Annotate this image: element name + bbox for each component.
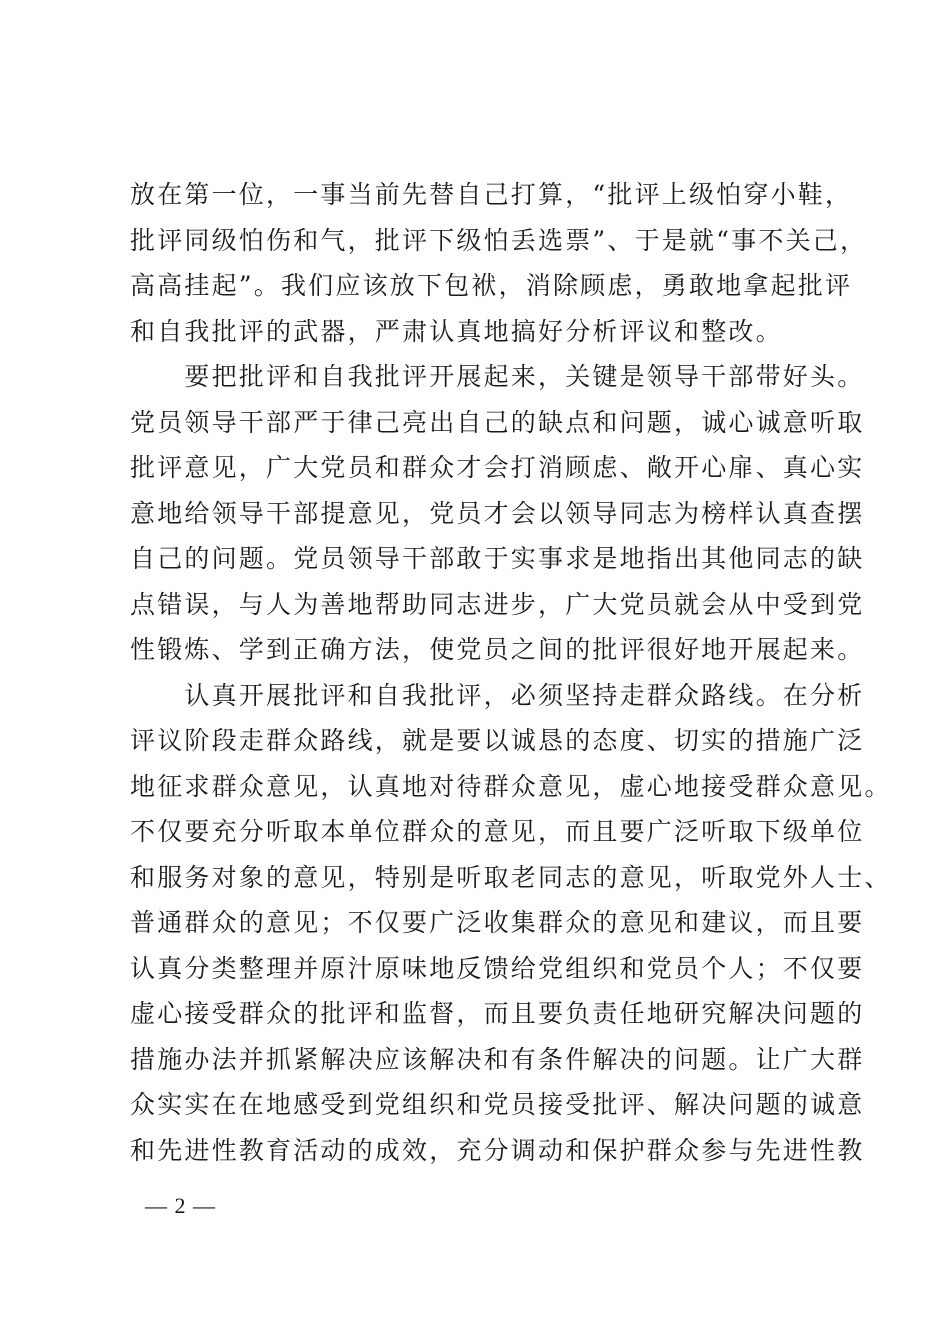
text-line: 不仅要充分听取本单位群众的意见，而且要广泛听取下级单位 (130, 817, 865, 846)
text-line: 高高挂起”。我们应该放下包袱，消除顾虑，勇敢地拿起批评 (130, 271, 853, 300)
text-line: 地征求群众意见，认真地对待群众意见，虚心地接受群众意见。 (130, 771, 892, 801)
text-line: 意地给领导干部提意见，党员才会以领导同志为榜样认真查摆 (130, 498, 865, 528)
text-line: 要把批评和自我批评开展起来，关键是领导干部带好头。 (130, 362, 865, 391)
text-line: 党员领导干部严于律己亮出自己的缺点和问题，诚心诚意听取 (130, 407, 865, 437)
text-line: 认真开展批评和自我批评，必须坚持走群众路线。在分析 (130, 680, 865, 710)
text-line: 点错误，与人为善地帮助同志进步，广大党员就会从中受到党 (130, 589, 865, 619)
text-line: 和先进性教育活动的成效，充分调动和保护群众参与先进性教 (130, 1135, 865, 1165)
text-line: 批评同级怕伤和气，批评下级怕丢选票”、于是就“事不关己， (130, 225, 868, 255)
body-text (130, 172, 892, 1173)
text-line: 批评意见，广大党员和群众才会打消顾虑、敞开心扉、真心实 (130, 453, 865, 482)
text-line: 普通群众的意见；不仅要广泛收集群众的意见和建议，而且要 (130, 908, 865, 937)
text-line: 和服务对象的意见，特别是听取老同志的意见，听取党外人士、 (130, 862, 892, 892)
text-line: 和自我批评的武器，严肃认真地搞好分析评议和整改。 (130, 316, 783, 346)
text-line: 评议阶段走群众路线，就是要以诚恳的态度、切实的措施广泛 (130, 726, 865, 755)
text-line: 措施办法并抓紧解决应该解决和有条件解决的问题。让广大群 (130, 1044, 865, 1074)
text-line: 性锻炼、学到正确方法，使党员之间的批评很好地开展起来。 (130, 635, 865, 664)
text-line: 虚心接受群众的批评和监督，而且要负责任地研究解决问题的 (130, 999, 865, 1028)
text-line: 自己的问题。党员领导干部敢于实事求是地指出其他同志的缺 (130, 544, 865, 573)
text-line: 认真分类整理并原汁原味地反馈给党组织和党员个人；不仅要 (130, 953, 865, 983)
text-line: 众实实在在地感受到党组织和党员接受批评、解决问题的诚意 (130, 1090, 865, 1119)
page-number: — 2 — (145, 1193, 216, 1218)
text-line: 放在第一位，一事当前先替自己打算，“批评上级怕穿小鞋， (130, 180, 853, 209)
